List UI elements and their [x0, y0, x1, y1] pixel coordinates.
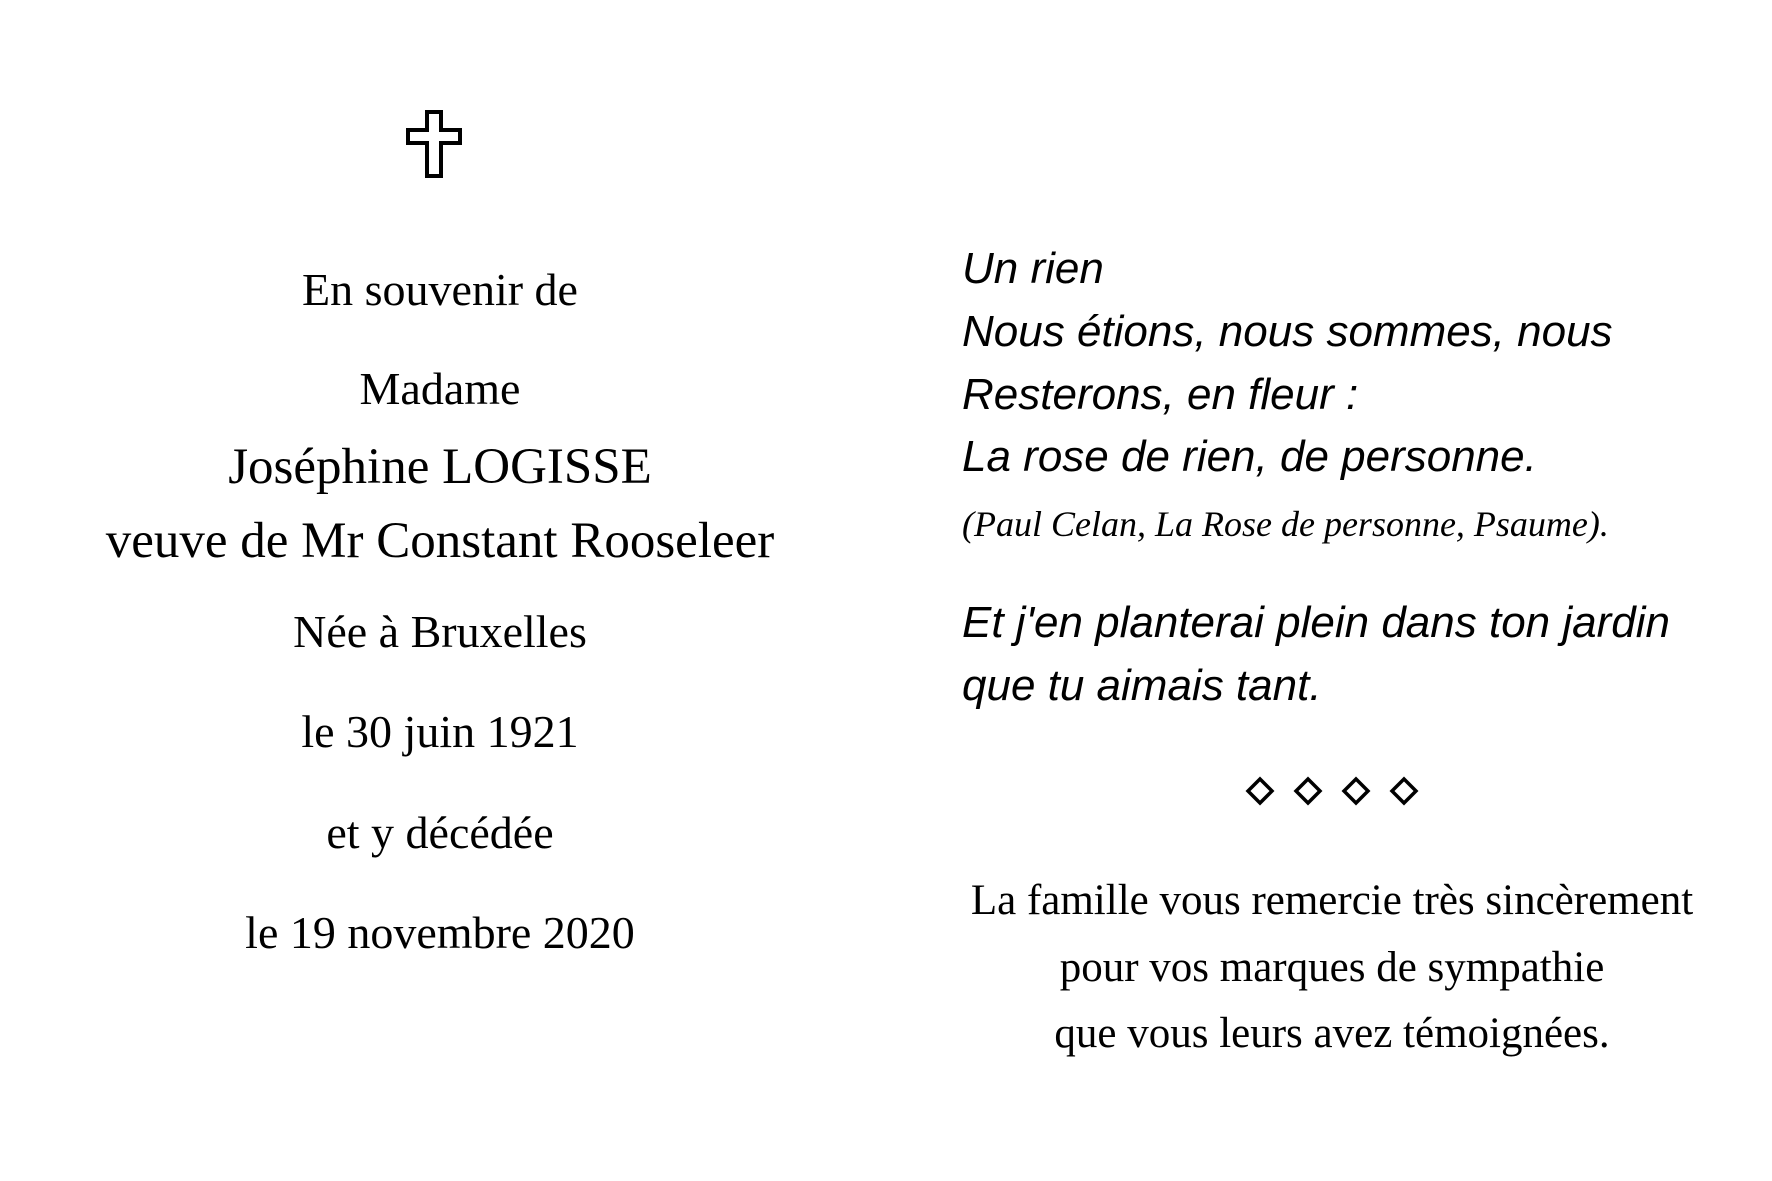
widow-of-text: veuve de Mr Constant Rooseleer [105, 513, 775, 569]
cross-icon [405, 110, 463, 178]
birth-date: le 30 juin 1921 [301, 706, 579, 757]
diamonds-divider-icon [1245, 776, 1430, 806]
birth-place: Née à Bruxelles [293, 606, 587, 657]
deceased-name: Joséphine LOGISSE [228, 439, 652, 495]
in-memory-text: En souvenir de [302, 264, 578, 315]
thanks-line: La famille vous remercie très sincèrement [970, 877, 1694, 924]
poem-citation: (Paul Celan, La Rose de personne, Psaume). [962, 504, 1609, 544]
poem-line: Resterons, en fleur : [962, 370, 1359, 419]
death-date: le 19 novembre 2020 [245, 907, 635, 958]
poem-line: Nous étions, nous sommes, nous [962, 307, 1613, 356]
poem-line: Un rien [962, 244, 1104, 293]
verse-line: que tu aimais tant. [962, 661, 1322, 710]
thanks-line: pour vos marques de sympathie [1059, 944, 1605, 991]
death-place: et y décédée [326, 807, 554, 858]
title-madame: Madame [359, 363, 521, 414]
poem-line: La rose de rien, de personne. [962, 432, 1537, 481]
thanks-line: que vous leurs avez témoignées. [1054, 1010, 1610, 1057]
verse-line: Et j'en planterai plein dans ton jardin [962, 598, 1670, 647]
